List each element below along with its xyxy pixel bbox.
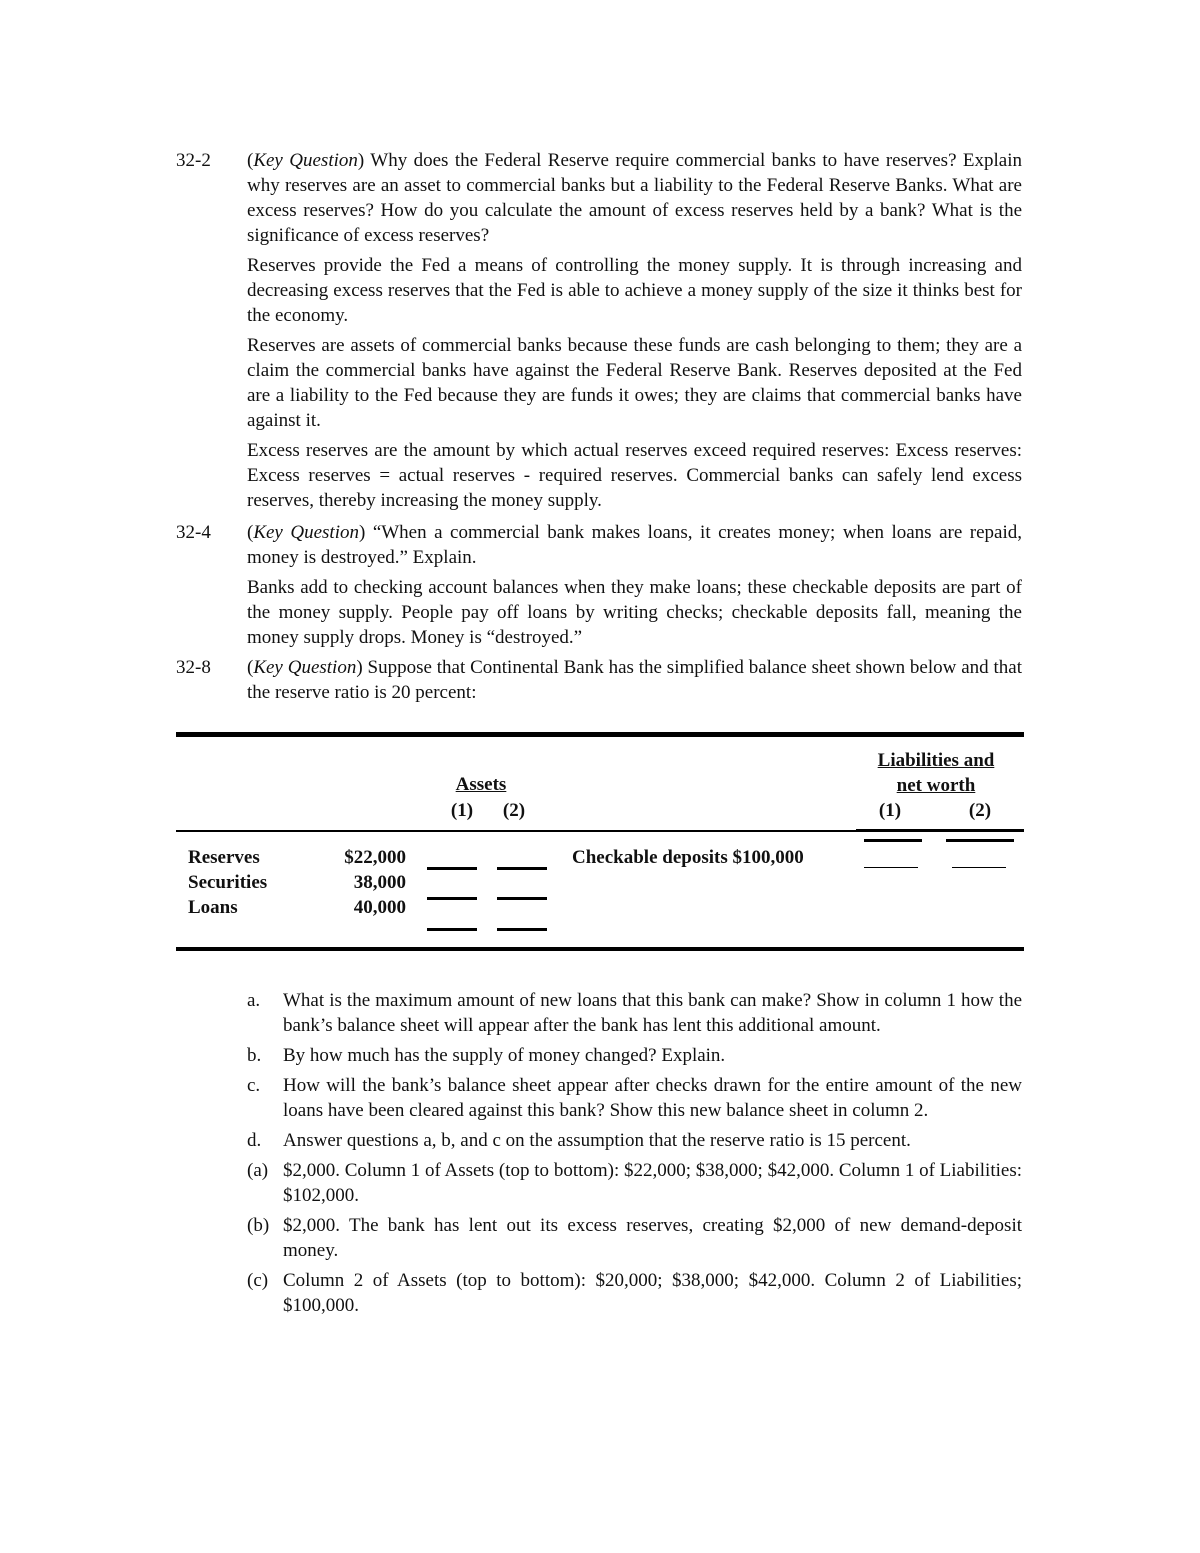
answer-paragraph: Banks add to checking account balances when they make loans; these checkable deposits are part of the money supply. People pay off loans by writing checks; checkable deposits fall, meaning the money supply drops. Money is “destroyed.” xyxy=(247,577,1022,648)
answer-c xyxy=(247,1268,1022,1318)
answer-paragraph: Excess reserves are the amount by which actual reserves exceed required reserves: Excess reserves: Excess reserves = actual reserves - required reserves. Commercial banks can safely lend excess reserves, thereby increasing the money supply. xyxy=(247,440,1022,511)
question-number: 32-4 xyxy=(176,522,211,543)
part-text: By how much has the supply of money changed? Explain. xyxy=(283,1045,726,1066)
part-text: $2,000. Column 1 of Assets (top to bottom): $22,000; $38,000; $42,000. Column 1 of Liabilities: $102,000. xyxy=(283,1160,1022,1206)
part-b xyxy=(247,1043,1022,1068)
blank-liab-col1 xyxy=(864,867,918,868)
balance-sheet-table xyxy=(176,732,1024,952)
liabilities-col2-header: (2) xyxy=(968,800,992,821)
liabilities-header-line1: Liabilities and xyxy=(877,750,995,771)
row-value-loans: 40,000 xyxy=(353,897,406,918)
part-text: What is the maximum amount of new loans that this bank can make? Show in column 1 how the bank’s balance sheet will appear after the bank has lent this additional amount. xyxy=(283,990,1022,1036)
question-prompt: (Key Question) “When a commercial bank makes loans, it creates money; when loans are repaid, money is destroyed.” Explain. xyxy=(247,522,1022,568)
question-prompt: (Key Question) Why does the Federal Reserve require commercial banks to have reserves? Explain why reserves are an asset to commercial banks but a liability to the Federal Reserve Banks. What are excess reserves? How do you calculate the amount of excess reserves held by a bank? What is the significance of excess reserves? xyxy=(247,150,1022,246)
blank-assets-col2-securities xyxy=(497,897,547,900)
question-32-2 xyxy=(176,148,1022,518)
sub-questions xyxy=(247,988,1022,1323)
liabilities-col1-header: (1) xyxy=(878,800,902,821)
part-label: b. xyxy=(247,1045,262,1066)
part-label: d. xyxy=(247,1130,262,1151)
part-label: (c) xyxy=(247,1270,269,1291)
liab-col2-double-rule xyxy=(946,839,1014,842)
blank-liab-col2 xyxy=(952,867,1006,868)
answer-b xyxy=(247,1213,1022,1263)
liabilities-header-line2: net worth xyxy=(896,775,976,796)
row-label-loans: Loans xyxy=(188,897,238,918)
question-number: 32-8 xyxy=(176,657,211,678)
blank-assets-col1-securities xyxy=(427,897,477,900)
question-32-8 xyxy=(176,655,1022,710)
part-text: Column 2 of Assets (top to bottom): $20,000; $38,000; $42,000. Column 2 of Liabilities; $100,000. xyxy=(283,1270,1022,1316)
row-value-securities: 38,000 xyxy=(353,872,406,893)
part-d xyxy=(247,1128,1022,1153)
key-question-label: Key Question xyxy=(253,522,359,543)
part-label: a. xyxy=(247,990,261,1011)
question-text: “When a commercial bank makes loans, it creates money; when loans are repaid, money is destroyed.” Explain. xyxy=(247,522,1022,568)
blank-assets-col1-reserves xyxy=(427,867,477,870)
question-prompt: (Key Question) Suppose that Continental Bank has the simplified balance sheet shown below and that the reserve ratio is 20 percent: xyxy=(247,657,1022,703)
key-question-label: Key Question xyxy=(253,657,357,678)
assets-col1-header: (1) xyxy=(450,800,474,821)
question-32-4 xyxy=(176,520,1022,655)
question-text: Why does the Federal Reserve require commercial banks to have reserves? Explain why reserves are an asset to commercial banks but a liability to the Federal Reserve Banks. What are excess reserves? How do you calculate the amount of excess reserves held by a bank? What is the significance of excess reserves? xyxy=(247,150,1022,246)
row-value-reserves: $22,000 xyxy=(344,847,406,868)
answer-paragraph: Reserves provide the Fed a means of controlling the money supply. It is through increasing and decreasing excess reserves that the Fed is able to achieve a money supply of the size it thinks best for the economy. xyxy=(247,255,1022,326)
assets-col2-header: (2) xyxy=(502,800,526,821)
blank-assets-col2-loans xyxy=(497,928,547,931)
question-text: Suppose that Continental Bank has the simplified balance sheet shown below and that the reserve ratio is 20 percent: xyxy=(247,657,1022,703)
part-label: (a) xyxy=(247,1160,269,1181)
blank-assets-col1-loans xyxy=(427,928,477,931)
table-top-rule xyxy=(176,732,1024,737)
part-text: Answer questions a, b, and c on the assumption that the reserve ratio is 15 percent. xyxy=(283,1130,911,1151)
header-rule-right xyxy=(856,829,1024,832)
answer-a xyxy=(247,1158,1022,1208)
blank-assets-col2-reserves xyxy=(497,867,547,870)
table-bottom-rule xyxy=(176,947,1024,951)
part-text: $2,000. The bank has lent out its excess reserves, creating $2,000 of new demand-deposit money. xyxy=(283,1215,1022,1261)
liab-col1-double-rule xyxy=(864,839,922,842)
part-c xyxy=(247,1073,1022,1123)
assets-header: Assets xyxy=(455,774,507,795)
part-a xyxy=(247,988,1022,1038)
part-text: How will the bank’s balance sheet appear after checks drawn for the entire amount of the new loans have been cleared against this bank? Show this new balance sheet in column 2. xyxy=(283,1075,1022,1121)
key-question-label: Key Question xyxy=(253,150,358,171)
part-label: (b) xyxy=(247,1215,270,1236)
question-number: 32-2 xyxy=(176,150,211,171)
row-label-reserves: Reserves xyxy=(188,847,260,868)
liabilities-row-label: Checkable deposits $100,000 xyxy=(572,847,804,868)
answer-paragraph: Reserves are assets of commercial banks because these funds are cash belonging to them; they are a claim the commercial banks have against the Federal Reserve Bank. Reserves deposited at the Fed are a liability to the Fed because they are funds it owes; they are claims that commercial banks have against it. xyxy=(247,335,1022,431)
row-label-securities: Securities xyxy=(188,872,268,893)
part-label: c. xyxy=(247,1075,261,1096)
header-rule xyxy=(176,830,856,832)
